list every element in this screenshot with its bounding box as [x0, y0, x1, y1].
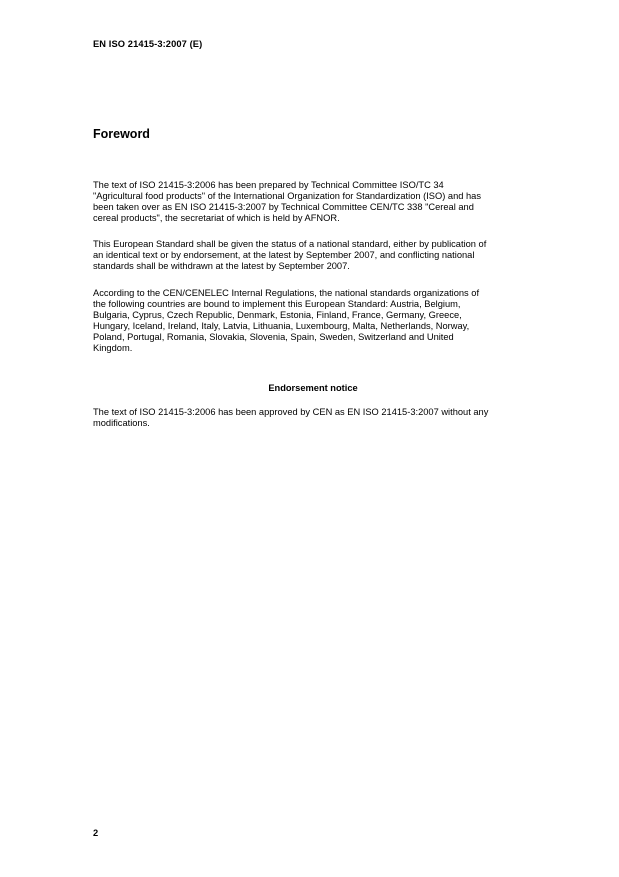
- endorsement-notice-heading: Endorsement notice: [268, 383, 358, 393]
- foreword-heading: Foreword: [93, 127, 150, 141]
- endorsement-paragraph: [93, 407, 543, 429]
- text-line: "Agricultural food products" of the International Organization for Standardization (ISO) and has: [93, 190, 481, 201]
- foreword-paragraph-1: [93, 180, 543, 224]
- document-header: EN ISO 21415-3:2007 (E): [93, 39, 203, 49]
- text-line: Hungary, Iceland, Ireland, Italy, Latvia, Lithuania, Luxembourg, Malta, Netherlands, Norway,: [93, 320, 470, 331]
- text-line: According to the CEN/CENELEC Internal Regulations, the national standards organizations of: [93, 288, 480, 298]
- text-line: the following countries are bound to implement this European Standard: Austria, Belgium,: [93, 298, 461, 309]
- text-line: Poland, Portugal, Romania, Slovakia, Slovenia, Spain, Sweden, Switzerland and United: [93, 331, 454, 342]
- text-line: been taken over as EN ISO 21415-3:2007 by Technical Committee CEN/TC 338 "Cereal and: [93, 201, 474, 212]
- text-line: This European Standard shall be given the status of a national standard, either by publication of: [93, 239, 487, 249]
- text-line: The text of ISO 21415-3:2006 has been approved by CEN as EN ISO 21415-3:2007 without any: [93, 407, 489, 417]
- page-number: 2: [93, 828, 99, 838]
- text-line: an identical text or by endorsement, at the latest by September 2007, and conflicting national: [93, 249, 475, 260]
- text-line: cereal products", the secretariat of which is held by AFNOR.: [93, 212, 340, 223]
- foreword-paragraph-2: [93, 239, 543, 272]
- text-line: modifications.: [93, 417, 150, 428]
- text-line: standards shall be withdrawn at the latest by September 2007.: [93, 260, 350, 271]
- text-line: Kingdom.: [93, 342, 133, 353]
- foreword-paragraph-3: [93, 288, 543, 353]
- text-line: Bulgaria, Cyprus, Czech Republic, Denmark, Estonia, Finland, France, Germany, Greece,: [93, 309, 462, 320]
- text-line: The text of ISO 21415-3:2006 has been prepared by Technical Committee ISO/TC 34: [93, 180, 444, 190]
